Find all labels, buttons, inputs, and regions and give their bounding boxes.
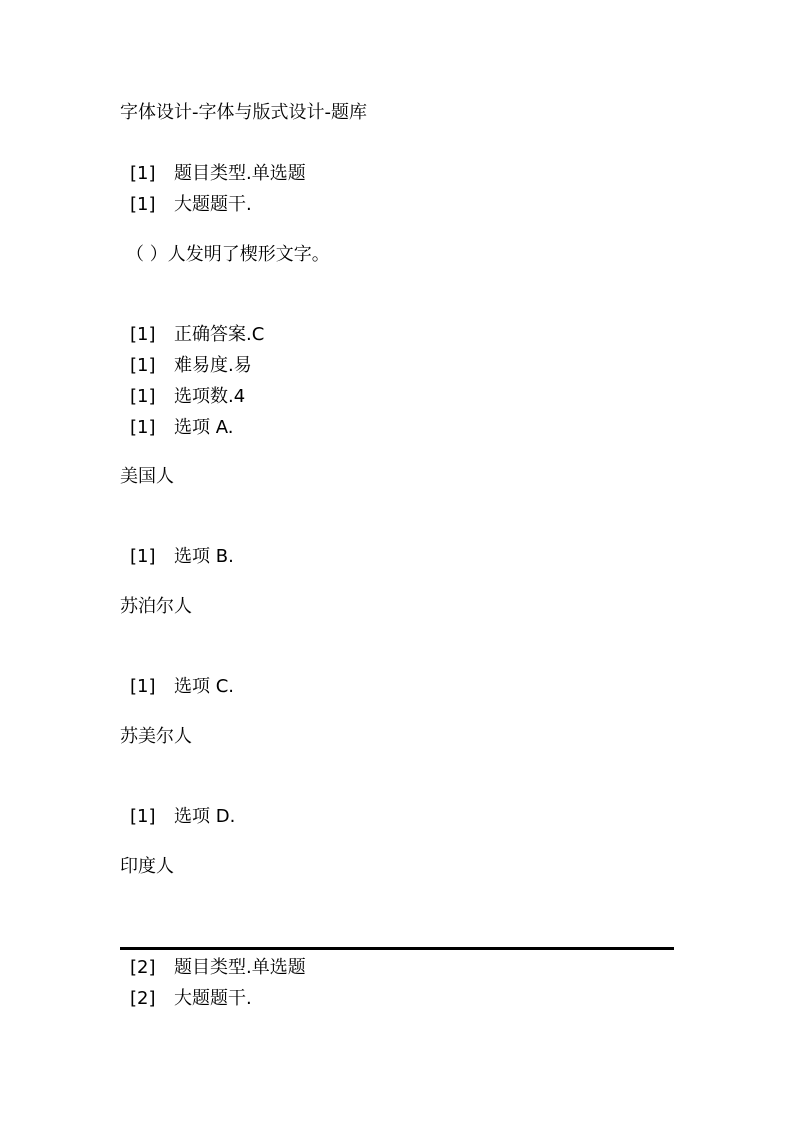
option-text-b: 苏泊尔人: [120, 596, 192, 617]
question-number: [2]: [130, 957, 156, 978]
question-number: [1]: [130, 676, 156, 697]
question-divider: [120, 947, 674, 950]
question-stem-label: 大题题干.: [174, 194, 252, 215]
question-number: [1]: [130, 386, 156, 407]
option-text-c: 苏美尔人: [120, 726, 192, 747]
question-number: [2]: [130, 988, 156, 1009]
option-label-b: 选项 B.: [174, 546, 234, 567]
question-type: 题目类型.单选题: [174, 957, 306, 978]
question-number: [1]: [130, 546, 156, 567]
option-text-a: 美国人: [120, 466, 174, 487]
option-text-d: 印度人: [120, 856, 174, 877]
option-count: 选项数.4: [174, 386, 246, 407]
option-label-a: 选项 A.: [174, 417, 234, 438]
correct-answer: 正确答案.C: [174, 324, 265, 345]
question-stem-text: （ ）人发明了楔形文字。: [126, 244, 330, 265]
question-number: [1]: [130, 806, 156, 827]
question-number: [1]: [130, 355, 156, 376]
question-type: 题目类型.单选题: [174, 163, 306, 184]
option-label-d: 选项 D.: [174, 806, 236, 827]
question-number: [1]: [130, 163, 156, 184]
question-number: [1]: [130, 417, 156, 438]
question-number: [1]: [130, 194, 156, 215]
difficulty: 难易度.易: [174, 355, 252, 376]
page-title: 字体设计-字体与版式设计-题库: [120, 102, 367, 123]
question-number: [1]: [130, 324, 156, 345]
option-label-c: 选项 C.: [174, 676, 235, 697]
question-stem-label: 大题题干.: [174, 988, 252, 1009]
